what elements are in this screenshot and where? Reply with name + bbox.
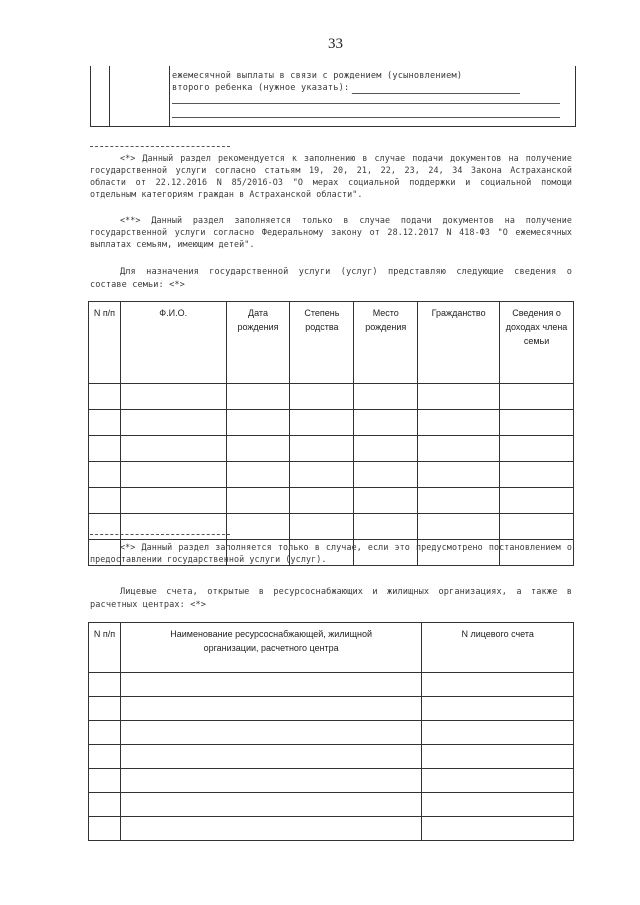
table-cell[interactable] xyxy=(422,817,574,841)
table-cell[interactable] xyxy=(120,697,421,721)
family-table xyxy=(88,301,574,566)
table-cell[interactable] xyxy=(418,410,500,436)
header-fio: Ф.И.О. xyxy=(120,302,226,384)
table-cell[interactable] xyxy=(422,697,574,721)
accounts-table-header xyxy=(89,623,574,673)
table-row xyxy=(89,673,574,697)
table-cell[interactable] xyxy=(120,745,421,769)
table-row xyxy=(89,384,574,410)
header-income: Сведения о доходах члена семьи xyxy=(500,302,574,384)
page-number: 33 xyxy=(328,36,343,52)
table-row xyxy=(89,410,574,436)
table-cell[interactable] xyxy=(89,817,121,841)
table-cell[interactable] xyxy=(120,793,421,817)
table-cell[interactable] xyxy=(89,384,121,410)
table-cell[interactable] xyxy=(418,462,500,488)
table-cell[interactable] xyxy=(500,436,574,462)
table-cell[interactable] xyxy=(89,673,121,697)
table-cell[interactable] xyxy=(500,488,574,514)
table-row xyxy=(89,793,574,817)
table-cell[interactable] xyxy=(422,745,574,769)
continued-line-1: ежемесячной выплаты в связи с рождением (усыновлением) xyxy=(172,71,463,81)
table-cell[interactable] xyxy=(89,514,121,540)
blank-line[interactable] xyxy=(172,103,560,104)
accounts-table xyxy=(88,622,574,841)
table-cell[interactable] xyxy=(89,462,121,488)
table-cell[interactable] xyxy=(418,488,500,514)
table-row xyxy=(89,462,574,488)
table-cell[interactable] xyxy=(290,488,354,514)
table-cell[interactable] xyxy=(290,462,354,488)
table-cell[interactable] xyxy=(500,384,574,410)
continued-table-text xyxy=(172,70,572,94)
table-cell[interactable] xyxy=(226,436,290,462)
table-cell[interactable] xyxy=(89,793,121,817)
table-cell[interactable] xyxy=(120,721,421,745)
table-cell[interactable] xyxy=(354,488,418,514)
header-account-number: N лицевого счета xyxy=(422,623,574,673)
header-birth-date: Дата рождения xyxy=(226,302,290,384)
blank-line[interactable] xyxy=(172,117,560,118)
table-cell[interactable] xyxy=(89,745,121,769)
table-row xyxy=(89,769,574,793)
table-cell[interactable] xyxy=(226,488,290,514)
table-cell[interactable] xyxy=(290,410,354,436)
table-cell[interactable] xyxy=(120,462,226,488)
table-cell[interactable] xyxy=(354,384,418,410)
header-number: N п/п xyxy=(89,302,121,384)
table-cell[interactable] xyxy=(418,436,500,462)
table-cell[interactable] xyxy=(500,410,574,436)
table-cell[interactable] xyxy=(226,384,290,410)
table-cell[interactable] xyxy=(354,514,418,540)
table-row xyxy=(89,514,574,540)
table-cell[interactable] xyxy=(226,462,290,488)
table-row xyxy=(89,721,574,745)
table-cell[interactable] xyxy=(290,436,354,462)
table-cell[interactable] xyxy=(89,697,121,721)
table-cell[interactable] xyxy=(500,462,574,488)
table-cell[interactable] xyxy=(120,514,226,540)
header-relation: Степень родства xyxy=(290,302,354,384)
family-table-header xyxy=(89,302,574,384)
table-row xyxy=(89,436,574,462)
table-cell[interactable] xyxy=(89,721,121,745)
table-cell[interactable] xyxy=(120,488,226,514)
continued-line-2: второго ребенка (нужное указать): xyxy=(172,83,350,93)
table-cell[interactable] xyxy=(290,384,354,410)
table-cell[interactable] xyxy=(290,514,354,540)
header-citizenship: Гражданство xyxy=(418,302,500,384)
table-cell[interactable] xyxy=(120,436,226,462)
table-cell[interactable] xyxy=(120,673,421,697)
table-cell[interactable] xyxy=(89,410,121,436)
header-organization: Наименование ресурсоснабжающей, жилищной организации, расчетного центра xyxy=(120,623,421,673)
fill-in-line[interactable] xyxy=(352,93,520,94)
table-column-divider xyxy=(109,66,110,126)
table-cell[interactable] xyxy=(418,384,500,410)
table-row xyxy=(89,817,574,841)
table-cell[interactable] xyxy=(354,410,418,436)
table-cell[interactable] xyxy=(500,514,574,540)
table-cell[interactable] xyxy=(422,721,574,745)
table-cell[interactable] xyxy=(120,769,421,793)
table-cell[interactable] xyxy=(226,514,290,540)
table-cell[interactable] xyxy=(422,673,574,697)
table-cell[interactable] xyxy=(89,769,121,793)
header-number: N п/п xyxy=(89,623,121,673)
footnote-separator xyxy=(90,534,230,535)
table-cell[interactable] xyxy=(354,462,418,488)
header-birth-place: Место рождения xyxy=(354,302,418,384)
table-cell[interactable] xyxy=(422,769,574,793)
footnote-2: <**> Данный раздел заполняется только в случае подачи документов на получение государственной услуги согласно Федеральному закону от 28.12.2017 N 418-ФЗ "О ежемесячных выплатах семьям, имеющим детей". xyxy=(90,215,572,249)
table-cell[interactable] xyxy=(422,793,574,817)
table-row xyxy=(89,488,574,514)
table-cell[interactable] xyxy=(89,436,121,462)
accounts-intro: Лицевые счета, открытые в ресурсоснабжающих и жилищных организациях, а также в расчетных центрах: <*> xyxy=(90,587,572,610)
table-cell[interactable] xyxy=(120,410,226,436)
table-cell[interactable] xyxy=(226,410,290,436)
family-intro: Для назначения государственной услуги (услуг) представляю следующие сведения о составе семьи: <*> xyxy=(90,267,572,290)
table-cell[interactable] xyxy=(354,436,418,462)
footnote-3: <*> Данный раздел заполняется только в случае, если это предусмотрено постановлением о предоставлении государственной услуги (услуг). xyxy=(90,542,572,564)
table-cell[interactable] xyxy=(120,817,421,841)
table-row xyxy=(89,745,574,769)
table-column-divider xyxy=(169,66,170,126)
footnote-separator xyxy=(90,146,230,147)
table-cell[interactable] xyxy=(418,514,500,540)
table-row xyxy=(89,697,574,721)
footnote-1: <*> Данный раздел рекомендуется к заполнению в случае подачи документов на получение государственной услуги согласно статьям 19, 20, 21, 22, 23, 24, 34 Закона Астраханской области от 22.12.2016 N 85/2016-ОЗ "О мерах социальной поддержки и социальной помощи отдельным категориям граждан в Астраханской области". xyxy=(90,153,572,199)
table-cell[interactable] xyxy=(89,488,121,514)
table-cell[interactable] xyxy=(120,384,226,410)
